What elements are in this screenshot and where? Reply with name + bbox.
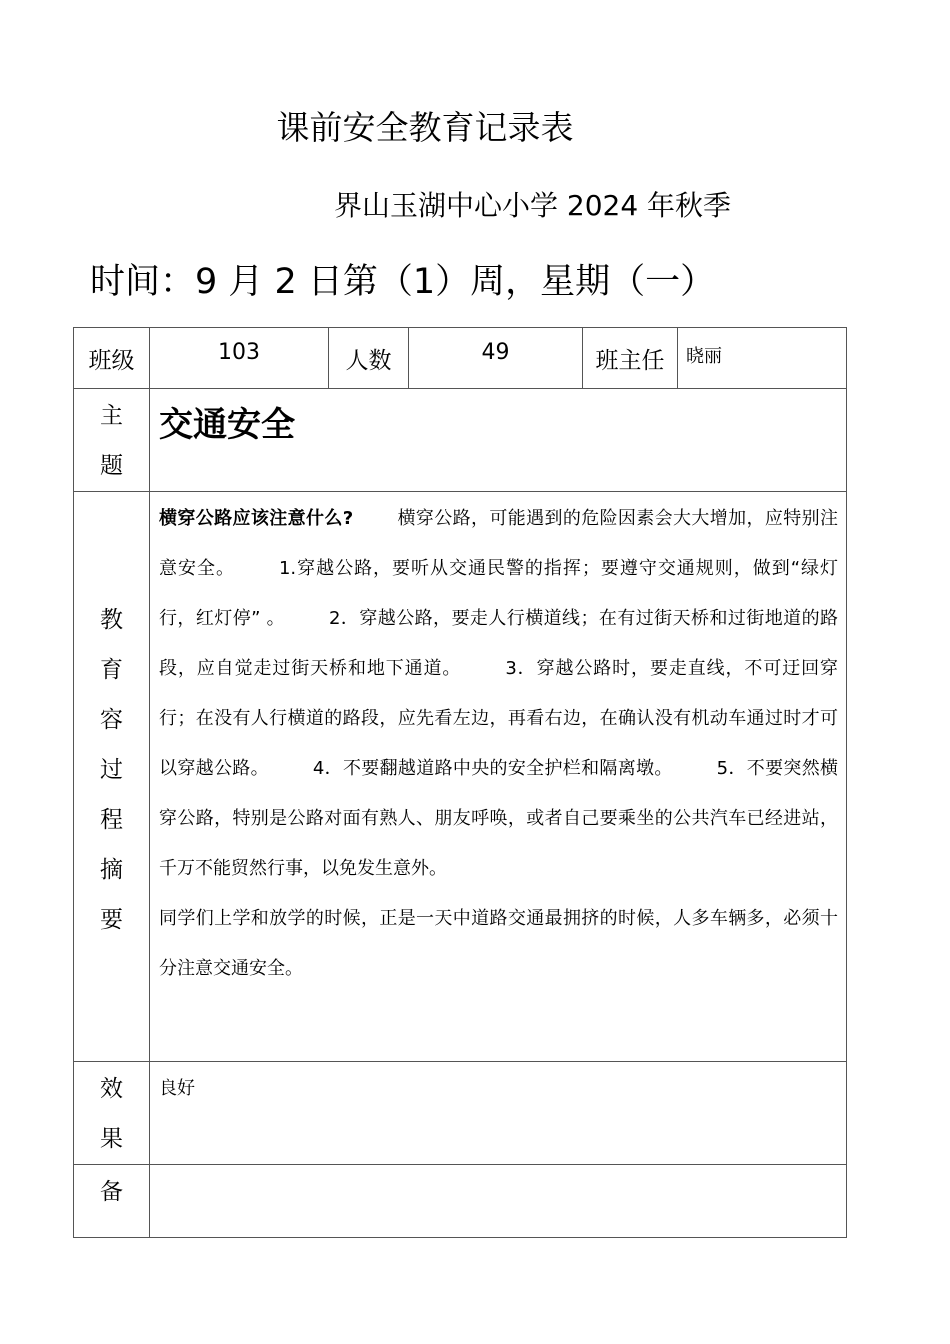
summary-label-char: 程 xyxy=(100,807,123,833)
summary-label-cell xyxy=(74,492,150,1062)
teacher-value: 晓丽 xyxy=(678,328,847,389)
remark-label-char: 备 xyxy=(100,1179,123,1205)
remark-label-cell xyxy=(74,1165,150,1238)
remark-value xyxy=(150,1165,847,1238)
summary-label-char: 摘 xyxy=(100,857,123,883)
summary-label-char: 育 xyxy=(100,657,123,683)
document-title: 课前安全教育记录表 xyxy=(276,108,574,147)
record-table xyxy=(73,327,847,1238)
summary-label-char: 要 xyxy=(100,907,123,933)
class-label: 班级 xyxy=(74,328,150,389)
summary-row xyxy=(74,492,847,1062)
date-week-line: 时间：9 月 2 日第（1）周，星期（一） xyxy=(90,262,716,302)
summary-item: 1.穿越公路，要听从交通民警的指挥；要遵守交通规则，做到“绿灯行，红灯停” 。 xyxy=(159,558,839,629)
summary-label-char: 过 xyxy=(100,757,123,783)
count-label: 人数 xyxy=(329,328,409,389)
topic-label-cell xyxy=(74,389,150,492)
summary-closing: 同学们上学和放学的时候，正是一天中道路交通最拥挤的时候，人多车辆多，必须十分注意交通安全。 xyxy=(159,908,838,979)
count-value: 49 xyxy=(409,328,583,389)
summary-item: 5．不要突然横穿公路，特别是公路对面有熟人、朋友呼唤，或者自己要乘坐的公共汽车已经进站，千万不能贸然行事，以免发生意外。 xyxy=(159,758,839,879)
topic-row xyxy=(74,389,847,492)
summary-item: 横穿公路，可能遇到的危险因素会大大增加，应特别注意安全。 xyxy=(159,508,838,579)
class-value: 103 xyxy=(150,328,329,389)
effect-value: 良好 xyxy=(150,1062,847,1165)
teacher-label: 班主任 xyxy=(583,328,678,389)
remark-row xyxy=(74,1165,847,1238)
effect-row xyxy=(74,1062,847,1165)
info-row xyxy=(74,328,847,389)
summary-content xyxy=(150,492,847,1062)
effect-label-char: 果 xyxy=(100,1126,123,1152)
effect-label-cell xyxy=(74,1062,150,1165)
summary-item: 3．穿越公路时，要走直线，不可迂回穿行；在没有人行横道的路段，应先看左边，再看右边，在确认没有机动车通过时才可以穿越公路。 xyxy=(159,658,838,779)
topic-label-char: 题 xyxy=(100,453,123,479)
school-season: 界山玉湖中心小学 2024 年秋季 xyxy=(334,189,732,222)
topic-label-char: 主 xyxy=(100,403,123,429)
summary-heading: 横穿公路应该注意什么? xyxy=(159,508,354,529)
summary-item: 2．穿越公路，要走人行横道线；在有过街天桥和过街地道的路段，应自觉走过街天桥和地下通道。 xyxy=(159,608,839,679)
summary-item: 4．不要翻越道路中央的安全护栏和隔离墩。 xyxy=(312,758,673,779)
summary-label-char: 教 xyxy=(100,607,123,633)
effect-label-char: 效 xyxy=(100,1076,123,1102)
summary-label-char: 容 xyxy=(100,707,123,733)
topic-value: 交通安全 xyxy=(150,389,847,492)
